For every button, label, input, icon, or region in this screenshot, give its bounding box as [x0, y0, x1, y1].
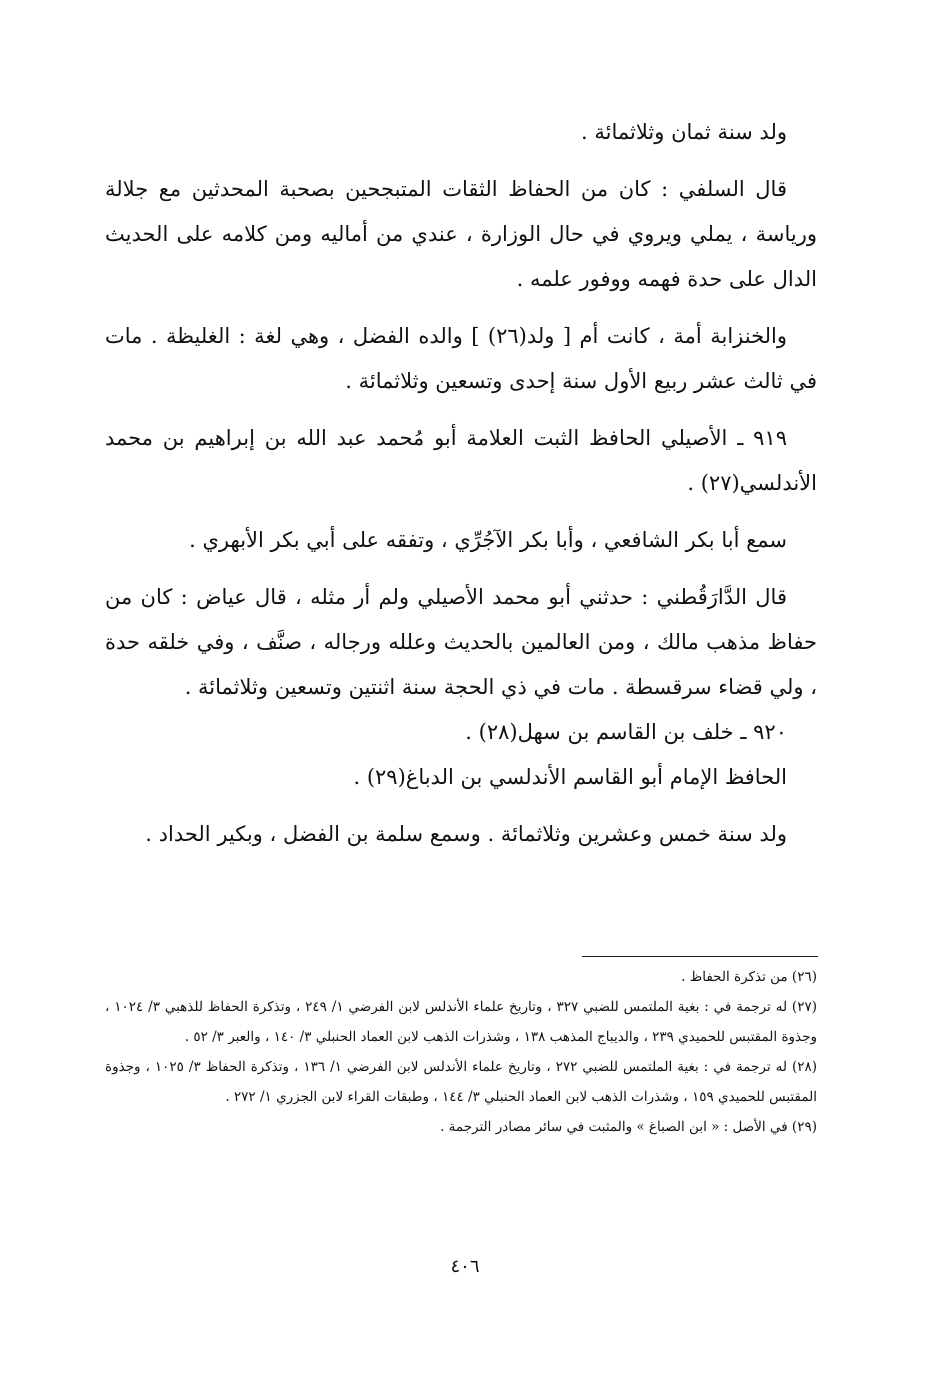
paragraph-khanzaba: والخنزابة أمة ، كانت أم [ ولد(٢٦) ] والده الفضل ، وهي لغة : الغليظة . مات في ثالث عشر ربيع الأول سنة إحدى وتسعين وثلاثمائة . [105, 324, 817, 393]
entry-heading-919: ٩١٩ ـ الأصيلي الحافظ الثبت العلامة أبو مُحمد عبد الله بن إبراهيم بن محمد الأندلسي(٢٧) . [105, 426, 817, 495]
paragraph-teachers: سمع أبا بكر الشافعي ، وأبا بكر الآجُرِّي ، وتفقه على أبي بكر الأبهري . [189, 528, 787, 552]
entry-heading-920: ٩٢٠ ـ خلف بن القاسم بن سهل(٢٨) . [465, 720, 787, 744]
page-number: ٤٠٦ [450, 1256, 480, 1277]
paragraph-title: الحافظ الإمام أبو القاسم الأندلسي بن الدباغ(٢٩) . [353, 765, 787, 789]
paragraph-birth: ولد سنة ثمان وثلاثمائة . [581, 120, 787, 144]
main-text [105, 110, 817, 869]
footnote-divider [582, 956, 818, 957]
footnote-26: (٢٦) من تذكرة الحفاظ . [681, 969, 817, 985]
paragraph-daraqutni: قال الدَّارَقُطني : حدثني أبو محمد الأصيلي ولم أر مثله ، قال عياض : كان من حفاظ مذهب مالك ، ومن العالمين بالحديث وعلله ورجاله ، صنَّف ، وفي خلقه حدة ، ولي قضاء سرقسطة . مات في ذي الحجة سنة اثنتين وتسعين وثلاثمائة . [105, 585, 817, 699]
footnote-28: (٢٨) له ترجمة في : بغية الملتمس للضبي ٢٧٢ ، وتاريخ علماء الأندلس لابن الفرضي ١/ ١٣٦ ، وتذكرة الحفاظ ٣/ ١٠٢٥ ، وجذوة المقتبس للحميدي ١٥٩ ، وشذرات الذهب لابن العماد الحنبلي ٣/ ١٤٤ ، وطبقات القراء لابن الجزري ١/ ٢٧٢ . [105, 1059, 818, 1105]
paragraph-birth-920: ولد سنة خمس وعشرين وثلاثمائة . وسمع سلمة بن الفضل ، وبكير الحداد . [145, 822, 787, 846]
footnote-27: (٢٧) له ترجمة في : بغية الملتمس للضبي ٣٢٧ ، وتاريخ علماء الأندلس لابن الفرضي ١/ ٢٤٩ ، وتذكرة الحفاظ للذهبي ٣/ ١٠٢٤ ، وجذوة المقتبس للحميدي ٢٣٩ ، والديباج المذهب ١٣٨ ، وشذرات الذهب لابن العماد الحنبلي ٣/ ١٤٠ ، والعبر ٣/ ٥٢ . [105, 999, 817, 1045]
footnotes [105, 962, 817, 1142]
footnote-29: (٢٩) في الأصل : « ابن الصباغ » والمثبت في سائر مصادر الترجمة . [440, 1119, 817, 1135]
paragraph-silafi-quote: قال السلفي : كان من الحفاظ الثقات المتبجحين بصحبة المحدثين مع جلالة ورياسة ، يملي ويروي في حال الوزارة ، عندي من أماليه ومن كلامه على الحديث الدال على حدة فهمه ووفور علمه . [105, 177, 817, 291]
